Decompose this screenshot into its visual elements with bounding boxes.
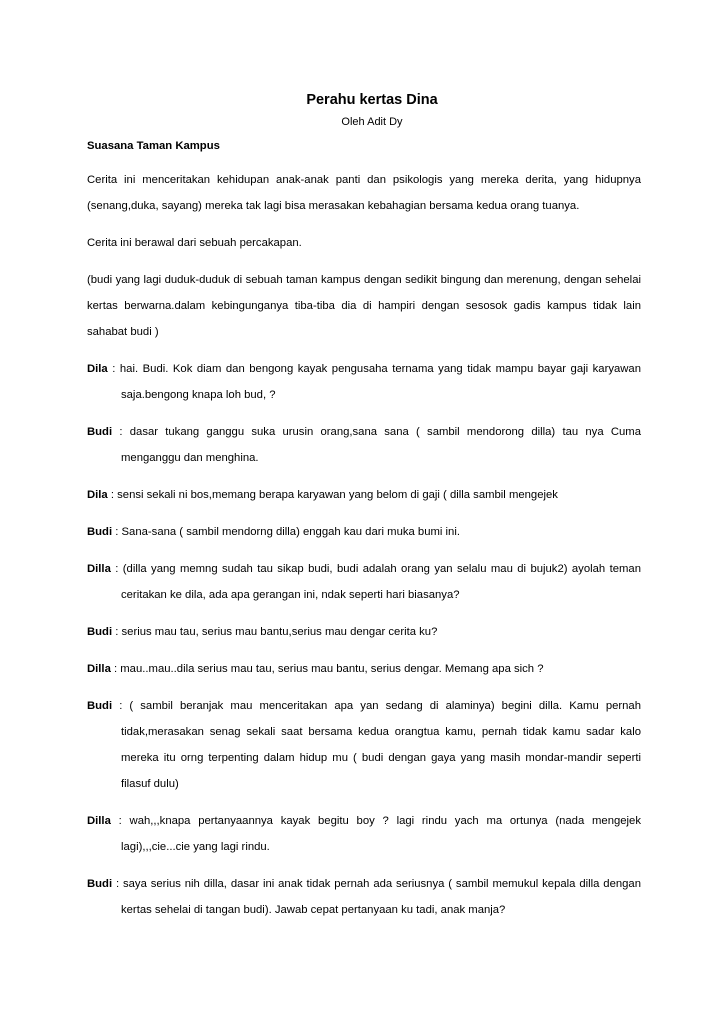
speaker-name: Dila <box>87 363 108 375</box>
dialogue-line <box>87 871 641 923</box>
author-line: Oleh Adit Dy <box>341 116 403 128</box>
beginning-paragraph: Cerita ini berawal dari sebuah percakapan. <box>87 237 302 249</box>
speaker-name: Budi <box>87 426 113 438</box>
dialogue-line <box>87 808 641 860</box>
dialogue-text: : mau..mau..dila serius mau tau, serius mau bantu, serius dengar. Memang apa sich ? <box>110 663 544 675</box>
dialogue-line <box>87 656 641 682</box>
dialogue-text: : sensi sekali ni bos,memang berapa karyawan yang belom di gaji ( dilla sambil mengejek <box>107 489 558 501</box>
dialogue-line <box>87 519 641 545</box>
speaker-name: Budi <box>87 700 113 712</box>
intro-paragraph: Cerita ini menceritakan kehidupan anak-anak panti dan psikologis yang mereka derita, yang hidupnya (senang,duka, sayang) mereka tak lagi bisa merasakan kebahagian bersama kedua orang tuanya. <box>87 174 641 212</box>
speaker-name: Budi <box>87 878 113 890</box>
speaker-name: Dilla <box>87 663 111 675</box>
setting-heading: Suasana Taman Kampus <box>87 140 220 152</box>
dialogue-text: : (dilla yang memng sudah tau sikap budi, budi adalah orang yan selalu mau di bujuk2) ayolah teman ceritakan ke dila, ada apa gerangan ini, ndak seperti hari biasanya? <box>110 563 641 601</box>
speaker-name: Dila <box>87 489 108 501</box>
speaker-name: Dilla <box>87 563 111 575</box>
document-title: Perahu kertas Dina <box>306 92 438 108</box>
dialogue-text: : dasar tukang ganggu suka urusin orang,sana sana ( sambil mendorong dilla) tau nya Cuma menganggu dan menghina. <box>112 426 641 464</box>
stage-direction-paragraph: (budi yang lagi duduk-duduk di sebuah taman kampus dengan sedikit bingung dan merenung, dengan sehelai kertas berwarna.dalam kebingunganya tiba-tiba dia di hampiri dengan sesosok gadis kampus tidak lain sahabat budi ) <box>87 274 641 338</box>
dialogue-line <box>87 556 641 608</box>
dialogue-text: : hai. Budi. Kok diam dan bengong kayak pengusaha ternama yang tidak mampu bayar gaji karyawan saja.bengong knapa loh bud, ? <box>107 363 641 401</box>
dialogue-text: : serius mau tau, serius mau bantu,serius mau dengar cerita ku? <box>112 626 438 638</box>
dialogue-text: : wah,,,knapa pertanyaannya kayak begitu boy ? lagi rindu yach ma ortunya (nada mengejek lagi),,,cie...cie yang lagi rindu. <box>110 815 641 853</box>
speaker-name: Budi <box>87 526 113 538</box>
speaker-name: Budi <box>87 626 113 638</box>
dialogue-text: : saya serius nih dilla, dasar ini anak tidak pernah ada seriusnya ( sambil memukul kepala dilla dengan kertas sehelai di tangan budi). Jawab cepat pertanyaan ku tadi, anak manja? <box>112 878 641 916</box>
speaker-name: Dilla <box>87 815 111 827</box>
dialogue-line <box>87 619 641 645</box>
dialogue-line <box>87 693 641 797</box>
dialogue-text: : ( sambil beranjak mau menceritakan apa yan sedang di alaminya) begini dilla. Kamu pernah tidak,merasakan senag sekali saat bersama kedua orangtua kamu, pernah tidak kamu sadar kalo mereka itu orng terpenting dalam hidup mu ( budi dengan gaya yang masih mondar-mandir seperti filasuf dulu) <box>112 700 641 790</box>
dialogue-text: : Sana-sana ( sambil mendorng dilla) enggah kau dari muka bumi ini. <box>112 526 460 538</box>
dialogue-line <box>87 482 641 508</box>
dialogue-line <box>87 356 641 408</box>
dialogue-line <box>87 419 641 471</box>
document-page <box>87 88 641 923</box>
